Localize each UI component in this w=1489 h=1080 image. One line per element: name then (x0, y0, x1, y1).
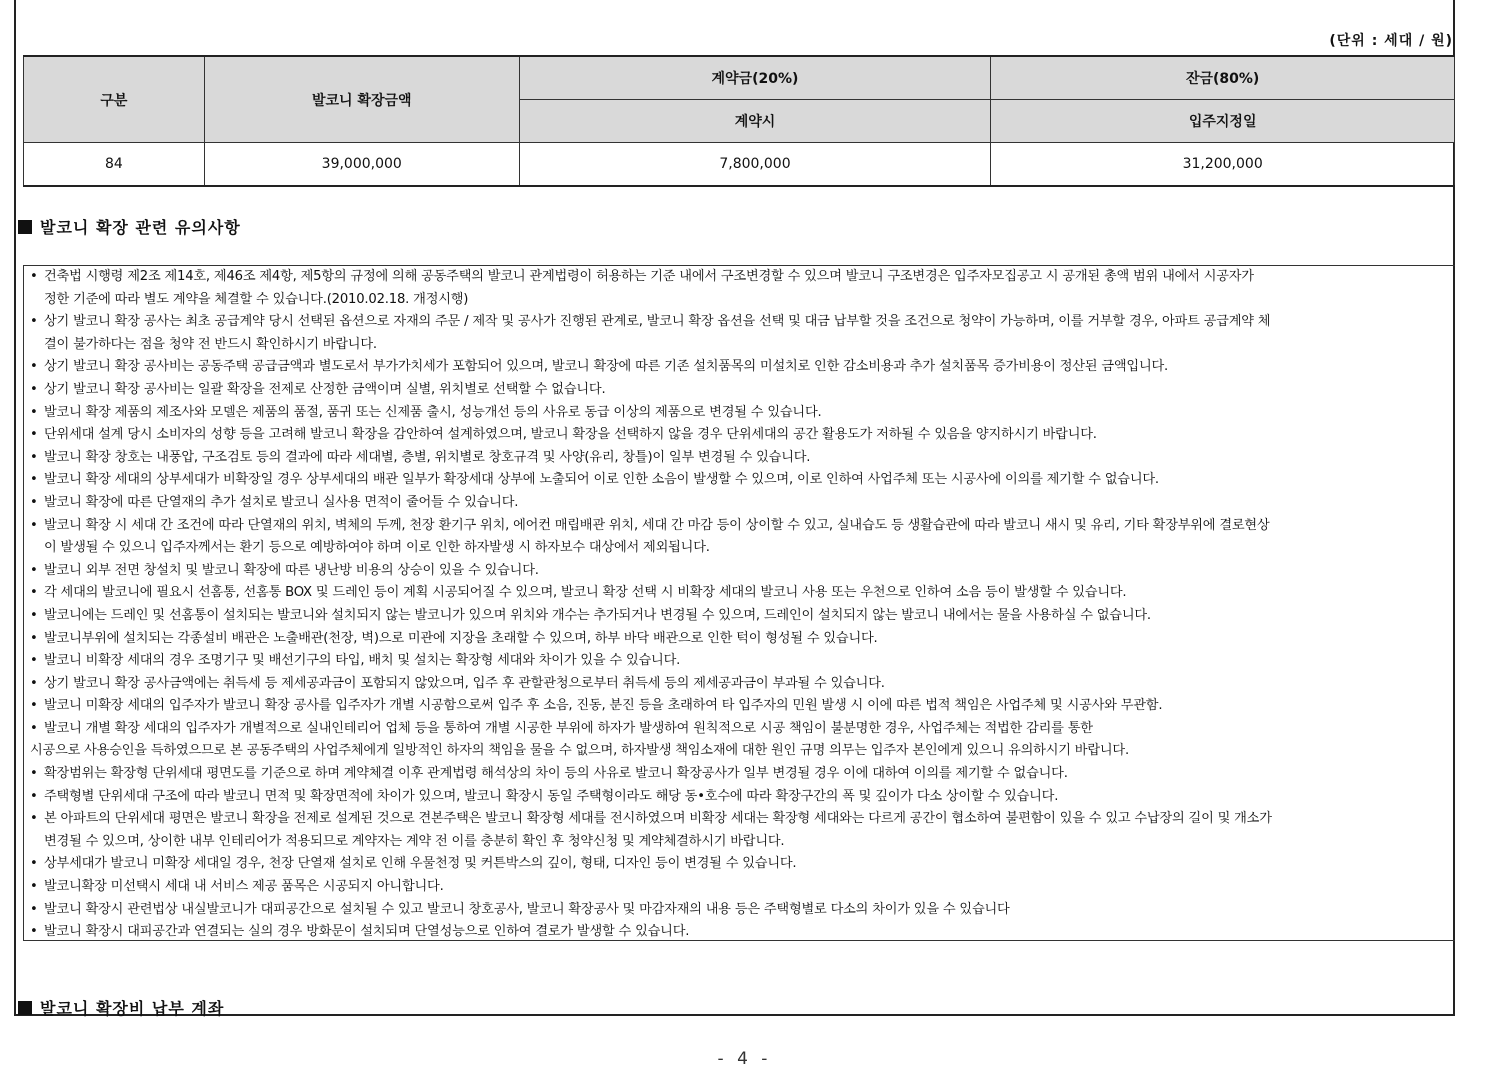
list-item (30, 695, 1455, 718)
bullet-icon: • (30, 766, 38, 782)
list-item (30, 356, 1455, 379)
bullet-icon: • (30, 675, 38, 691)
bullet-icon: • (30, 653, 38, 669)
section-title-notes (18, 215, 241, 238)
note-text: 발코니부위에 설치되는 각종설비 배관은 노출배관(천장, 벽)으로 미관에 지장을 초래할 수 있으며, 하부 바닥 배관으로 인한 턱이 형성될 수 있습니다. (44, 630, 878, 646)
note-text: 발코니 확장시 대피공간과 연결되는 실의 경우 방화문이 설치되며 단열성능으로 인하여 결로가 발생할 수 있습니다. (44, 924, 690, 940)
note-text-continued: 결이 불가하다는 점을 청약 전 반드시 확인하시기 바랍니다. (44, 336, 377, 352)
note-text: 상기 발코니 확장 공사금액에는 취득세 등 제세공과금이 포함되지 않았으며, 입주 후 관할관청으로부터 취득세 등의 제세공과금이 부과될 수 있습니다. (44, 675, 885, 691)
list-item (30, 311, 1455, 356)
list-item (30, 266, 1455, 311)
bullet-icon: • (30, 698, 38, 714)
note-text: 본 아파트의 단위세대 평면은 발코니 확장을 전제로 설계된 것으로 견본주택은 발코니 확장형 세대를 전시하였으며 비확장 세대는 확장형 세대와는 다르게 공간이 협소하여 불편함이 있을 수 있고 수납장의 길이 및 개소가 (44, 811, 1272, 827)
list-item (30, 424, 1455, 447)
note-text: 각 세대의 발코니에 필요시 선홈통, 선홈통 BOX 및 드레인 등이 계획 시공되어질 수 있으며, 발코니 확장 선택 시 비확장 세대의 발코니 사용 또는 우천으로 인하여 소음 등이 발생할 수 있습니다. (44, 585, 1127, 601)
bullet-icon: • (30, 449, 38, 465)
header-category: 구분 (24, 56, 205, 143)
note-text: 건축법 시행령 제2조 제14호, 제46조 제4항, 제5항의 규정에 의해 공동주택의 발코니 관계법령이 허용하는 기준 내에서 구조변경할 수 있으며 발코니 구조변경은 입주자모집공고 시 공개된 총액 범위 내에서 시공자가 (44, 269, 1254, 284)
list-item (30, 673, 1455, 696)
bullet-icon: • (30, 517, 38, 533)
list-item (30, 447, 1455, 470)
bullet-icon: • (30, 472, 38, 488)
list-item (30, 582, 1455, 605)
list-item (30, 628, 1455, 651)
bullet-icon: • (30, 314, 38, 330)
black-square-icon (18, 1001, 32, 1015)
section-title-account (18, 996, 224, 1019)
bullet-icon: • (30, 630, 38, 646)
section-title-notes-text: 발코니 확장 관련 유의사항 (40, 218, 241, 237)
list-item (30, 605, 1455, 628)
bullet-icon: • (30, 404, 38, 420)
list-item (30, 492, 1455, 515)
note-text: 발코니 개별 확장 세대의 입주자가 개별적으로 실내인테리어 업체 등을 통하여 개별 시공한 부위에 하자가 발생하여 원칙적으로 시공 책임이 불분명한 경우, 사업주체는 적법한 감리를 통한 (44, 720, 1093, 736)
note-text: 주택형별 단위세대 구조에 따라 발코니 면적 및 확장면적에 차이가 있으며, 발코니 확장시 동일 주택형이라도 해당 동•호수에 따라 확장구간의 폭 및 깊이가 다소 상이할 수 있습니다. (44, 788, 1059, 804)
header-balance-sub: 입주지정일 (991, 100, 1455, 143)
note-text: 상기 발코니 확장 공사는 최초 공급계약 당시 선택된 옵션으로 자재의 주문 / 제작 및 공사가 진행된 관계로, 발코니 확장 옵션을 선택 및 대금 납부할 것을 조건으로 청약이 가능하며, 이를 거부할 경우, 아파트 공급계약 체 (44, 314, 1271, 330)
bullet-icon: • (30, 901, 38, 917)
note-text-continued: 시공으로 사용승인을 득하였으므로 본 공동주택의 사업주체에게 일방적인 하자의 책임을 물을 수 없으며, 하자발생 책임소재에 대한 원인 규명 의무는 입주자 본인에게 있으니 유의하시기 바랍니다. (30, 743, 1129, 759)
header-balance: 잔금(80%) (991, 56, 1455, 100)
header-deposit: 계약금(20%) (519, 56, 991, 100)
list-item (30, 718, 1455, 763)
header-deposit-sub: 계약시 (519, 100, 991, 143)
bullet-icon: • (30, 269, 38, 284)
bullet-icon: • (30, 562, 38, 578)
note-text: 발코니 외부 전면 창설치 및 발코니 확장에 따른 냉난방 비용의 상승이 있을 수 있습니다. (44, 562, 539, 578)
list-item (30, 808, 1455, 853)
note-text-continued: 정한 기준에 따라 별도 계약을 체결할 수 있습니다.(2010.02.18. 개정시행) (44, 291, 469, 307)
list-item (30, 763, 1455, 786)
black-square-icon (18, 220, 32, 234)
bullet-icon: • (30, 607, 38, 623)
note-text: 발코니 확장에 따른 단열재의 추가 설치로 발코니 실사용 면적이 줄어들 수 있습니다. (44, 494, 519, 510)
list-item (30, 515, 1455, 560)
note-text: 발코니 확장 창호는 내풍압, 구조검토 등의 결과에 따라 세대별, 층별, 위치별로 창호규격 및 사양(유리, 창틀)이 일부 변경될 수 있습니다. (44, 449, 811, 465)
list-item (30, 921, 1455, 944)
list-item (30, 876, 1455, 899)
bullet-icon: • (30, 720, 38, 736)
note-text: 상부세대가 발코니 미확장 세대일 경우, 천장 단열재 설치로 인해 우물천정 및 커튼박스의 깊이, 형태, 디자인 등이 변경될 수 있습니다. (44, 856, 797, 872)
page-number: - 4 - (717, 1049, 772, 1069)
cell-deposit: 7,800,000 (519, 143, 991, 187)
table-row (24, 143, 1455, 187)
note-text: 상기 발코니 확장 공사비는 일괄 확장을 전제로 산정한 금액이며 실별, 위치별로 선택할 수 없습니다. (44, 381, 606, 397)
list-item (30, 402, 1455, 425)
note-text: 발코니 확장 세대의 상부세대가 비확장일 경우 상부세대의 배관 일부가 확장세대 상부에 노출되어 이로 인한 소음이 발생할 수 있으며, 이로 인하여 사업주체 또는 시공사에 이의를 제기할 수 없습니다. (44, 472, 1159, 488)
note-text: 발코니 확장 시 세대 간 조건에 따라 단열재의 위치, 벽체의 두께, 천장 환기구 위치, 에어컨 매립배관 위치, 세대 간 마감 등이 상이할 수 있고, 실내습도 등 생활습관에 따라 발코니 새시 및 유리, 기타 확장부위에 결로현상 (44, 517, 1270, 533)
note-text: 발코니 확장 제품의 제조사와 모델은 제품의 품절, 품귀 또는 신제품 출시, 성능개선 등의 사유로 동급 이상의 제품으로 변경될 수 있습니다. (44, 404, 822, 420)
bullet-icon: • (30, 856, 38, 872)
list-item (30, 469, 1455, 492)
note-text: 상기 발코니 확장 공사비는 공동주택 공급금액과 별도로서 부가가치세가 포함되어 있으며, 발코니 확장에 따른 기존 설치품목의 미설치로 인한 감소비용과 추가 설치품목 증가비용이 정산된 금액입니다. (44, 359, 1169, 375)
bullet-icon: • (30, 427, 38, 443)
bullet-icon: • (30, 924, 38, 940)
list-item (30, 853, 1455, 876)
note-text: 발코니확장 미선택시 세대 내 서비스 제공 품목은 시공되지 아니합니다. (44, 879, 444, 895)
list-item (30, 379, 1455, 402)
note-text: 발코니 확장시 관련법상 내실발코니가 대피공간으로 설치될 수 있고 발코니 창호공사, 발코니 확장공사 및 마감자재의 내용 등은 주택형별로 다소의 차이가 있을 수 있습니다 (44, 901, 1010, 917)
cell-balcony-amount: 39,000,000 (204, 143, 519, 187)
note-text: 발코니 미확장 세대의 입주자가 발코니 확장 공사를 입주자가 개별 시공함으로써 입주 후 소음, 진동, 분진 등을 초래하여 타 입주자의 민원 발생 시 이에 따른 법적 책임은 사업주체 및 시공사와 무관함. (44, 698, 1163, 714)
cell-category: 84 (24, 143, 205, 187)
bullet-icon: • (30, 811, 38, 827)
note-text-continued: 이 발생될 수 있으니 입주자께서는 환기 등으로 예방하여야 하며 이로 인한 하자발생 시 하자보수 대상에서 제외됩니다. (44, 540, 710, 556)
note-text-continued: 변경될 수 있으며, 상이한 내부 인테리어가 적용되므로 계약자는 계약 전 이를 충분히 확인 후 청약신청 및 계약체결하시기 바랍니다. (44, 833, 785, 849)
section-title-account-text: 발코니 확장비 납부 계좌 (40, 999, 225, 1018)
notes-box (23, 265, 1455, 941)
list-item (30, 560, 1455, 583)
bullet-icon: • (30, 381, 38, 397)
note-text: 단위세대 설계 당시 소비자의 성향 등을 고려해 발코니 확장을 감안하여 설계하였으며, 발코니 확장을 선택하지 않을 경우 단위세대의 공간 활용도가 저하될 수 있음을 양지하시기 바랍니다. (44, 427, 1097, 443)
cell-balance: 31,200,000 (991, 143, 1455, 187)
note-text: 발코니 비확장 세대의 경우 조명기구 및 배선기구의 타입, 배치 및 설치는 확장형 세대와 차이가 있을 수 있습니다. (44, 653, 681, 669)
bullet-icon: • (30, 879, 38, 895)
bullet-icon: • (30, 494, 38, 510)
header-balcony-amount: 발코니 확장금액 (204, 56, 519, 143)
bullet-icon: • (30, 585, 38, 601)
note-text: 발코니에는 드레인 및 선홈통이 설치되는 발코니와 설치되지 않는 발코니가 있으며 위치와 개수는 추가되거나 변경될 수 있으며, 드레인이 설치되지 않는 발코니 내에서는 물을 사용하실 수 없습니다. (44, 607, 1151, 623)
list-item (30, 786, 1455, 809)
balcony-price-table (23, 55, 1455, 187)
list-item (30, 650, 1455, 673)
list-item (30, 899, 1455, 922)
bullet-icon: • (30, 359, 38, 375)
unit-note: (단위 : 세대 / 원) (1329, 33, 1453, 49)
note-text: 확장범위는 확장형 단위세대 평면도를 기준으로 하며 계약체결 이후 관계법령 해석상의 차이 등의 사유로 발코니 확장공사가 일부 변경될 경우 이에 대하여 이의를 제기할 수 없습니다. (44, 766, 1068, 782)
notes-list (24, 266, 1455, 944)
bullet-icon: • (30, 788, 38, 804)
